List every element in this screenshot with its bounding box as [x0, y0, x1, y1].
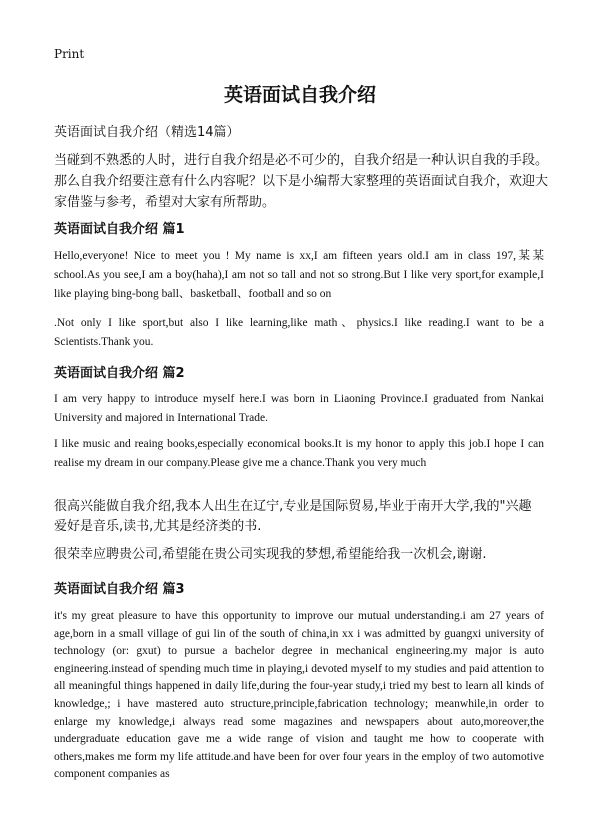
section-2-paragraph-1: I am very happy to introduce myself here.I was born in Liaoning Province.I graduated from Nankai University and majored in International Trade.	[54, 393, 544, 424]
section-2-paragraph-3: 很高兴能做自我介绍,我本人出生在辽宁,专业是国际贸易,毕业于南开大学,我的"兴趣爱好是音乐,读书,尤其是经济类的书.	[54, 499, 532, 534]
intro-paragraph: 当碰到不熟悉的人时，进行自我介绍是必不可少的，自我介绍是一种认识自我的手段。那么自我介绍要注意有什么内容呢？以下是小编帮大家整理的英语面试自我介，欢迎大家借鉴与参考，希望对大家有所帮助。	[54, 153, 549, 210]
section-2-paragraph-2: I like music and reaing books,especially economical books.It is my honor to apply this job.I hope I can realise my dream in our company.Please give me a chance.Thank you very much	[54, 438, 544, 469]
section-1-paragraph-1: Hello,everyone! Nice to meet you ! My name is xx,I am fifteen years old.I am in class 197,某某 school.As you see,I am a boy(haha),I am not so tall and not so strong.But I like very sport,for example,I like playing bing-bong ball、basketball、football and so on	[54, 250, 544, 300]
document-subtitle: 英语面试自我介绍（精选14篇）	[54, 125, 240, 140]
section-1-paragraph-2: .Not only I like sport,but also I like learning,like math、physics.I like reading.I want to be a Scientists.Thank you.	[54, 317, 544, 348]
print-link[interactable]: Print	[54, 47, 85, 61]
page-title: 英语面试自我介绍	[223, 84, 376, 106]
section-2-paragraph-4: 很荣幸应聘贵公司,希望能在贵公司实现我的梦想,希望能给我一次机会,谢谢.	[54, 547, 487, 562]
section-heading-2: 英语面试自我介绍 篇2	[54, 366, 185, 381]
section-heading-3: 英语面试自我介绍 篇3	[54, 582, 185, 597]
section-heading-1: 英语面试自我介绍 篇1	[54, 222, 185, 237]
section-3-paragraph-1: it's my great pleasure to have this opportunity to improve our mutual understanding.i am 27 years of age,born in a small village of gui lin of the south of china,in xx i was admitted by guangxi university of technology (or: gxut) to pursue a bachelor degree in mechanical engineering.my major is auto engineering.instead of spending much time in playing,i devoted myself to my studies and paid attention to all meaningful things happened in daily life,during the four-year study,i tried my best to learn all kinds of knowledge,; i have mastered auto structure,principle,fabrication technology; meanwhile,in order to enlarge my knowledge,i always read some magazines and newspapers about auto,moreover,the undergraduate education gave me a wide range of vision and taught me how to cooperate with others,makes me form my life attitude.and have been for over four years in the employ of two automotive component companies as	[54, 610, 544, 781]
